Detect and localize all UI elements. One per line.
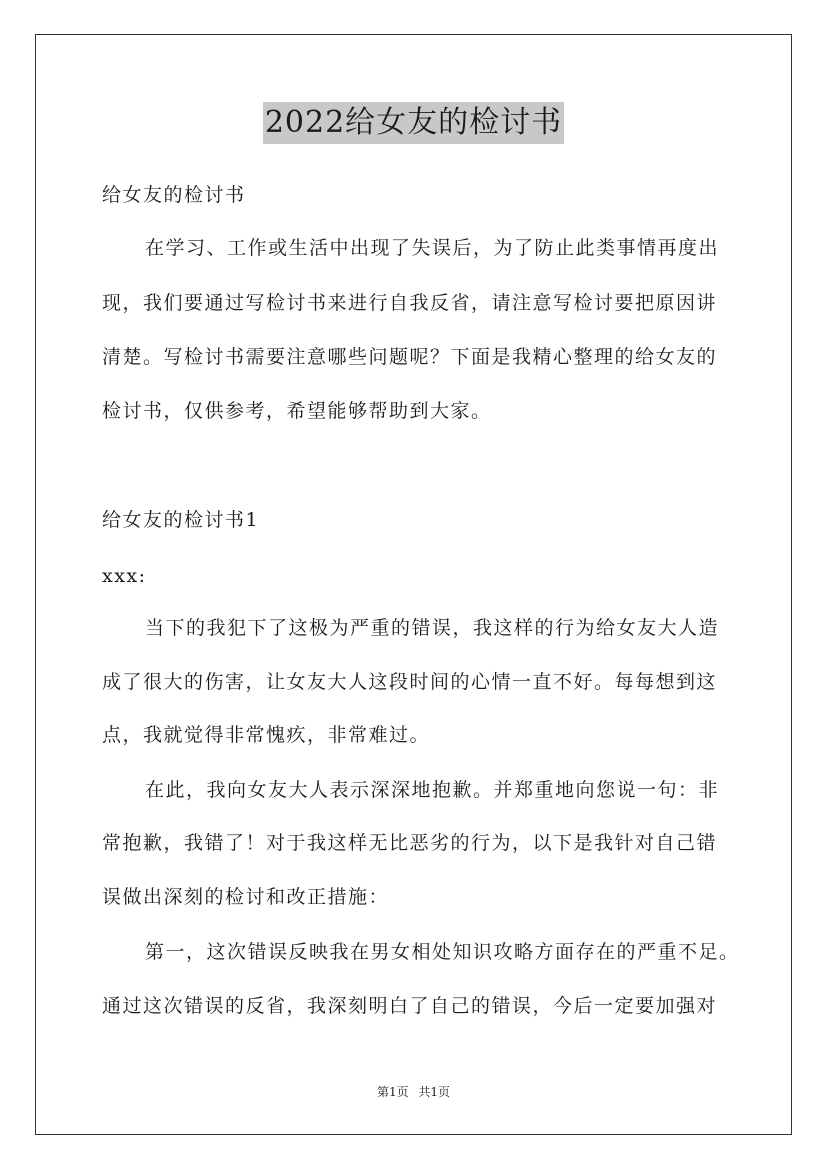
page-number: 第1页 [376,1085,409,1099]
document-subtitle: 给女友的检讨书 [102,184,246,206]
page-footer [0,1083,827,1100]
paragraph-line: 成了很大的伤害，让女友大人这段时间的心情一直不好。每每想到这 [102,671,718,693]
intro-line: 检讨书，仅供参考，希望能够帮助到大家。 [102,400,492,422]
section-heading: 给女友的检讨书1 [102,509,260,531]
page-total: 共1页 [418,1085,451,1099]
paragraph-line: 点，我就觉得非常愧疚，非常难过。 [102,724,431,746]
intro-line: 在学习、工作或生活中出现了失误后，为了防止此类事情再度出 [145,237,720,259]
paragraph-line: 误做出深刻的检讨和改正措施： [102,886,390,908]
paragraph-line: 通过这次错误的反省，我深刻明白了自己的错误，今后一定要加强对 [102,995,718,1017]
paragraph-line: 当下的我犯下了这极为严重的错误，我这样的行为给女友大人造 [145,617,720,639]
intro-line: 清楚。写检讨书需要注意哪些问题呢？下面是我精心整理的给女友的 [102,346,718,368]
paragraph-line: 第一，这次错误反映我在男女相处知识攻略方面存在的严重不足。 [145,941,740,963]
title-container [0,102,827,144]
paragraph-line: 在此，我向女友大人表示深深地抱歉。并郑重地向您说一句：非 [145,779,720,801]
document-title: 2022给女友的检讨书 [263,102,564,144]
salutation: xxx: [102,565,147,587]
paragraph-line: 常抱歉，我错了！对于我这样无比恶劣的行为，以下是我针对自己错 [102,832,718,854]
intro-line: 现，我们要通过写检讨书来进行自我反省，请注意写检讨要把原因讲 [102,292,718,314]
